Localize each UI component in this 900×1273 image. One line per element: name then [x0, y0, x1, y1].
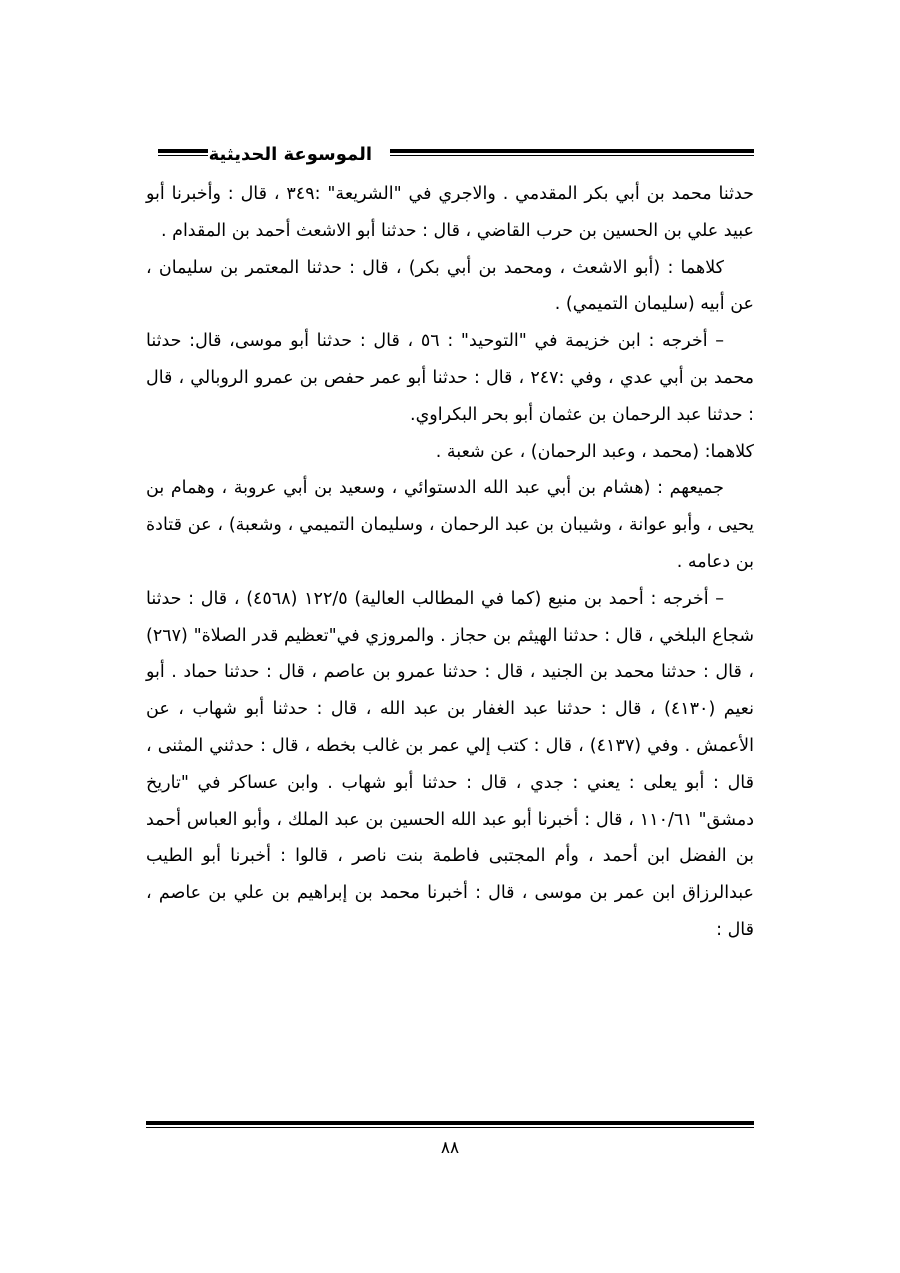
page-header	[146, 140, 754, 170]
paragraph-2: كلاهما : (أبو الاشعث ، ومحمد بن أبي بكر) ، قال : حدثنا المعتمر بن سليمان ، عن أبيه (سليمان التميمي) .	[146, 257, 754, 315]
body-text	[146, 176, 754, 949]
paragraph-6: – أخرجه : أحمد بن منيع (كما في المطالب العالية) ١٢٢/٥ (٤٥٦٨) ، قال : حدثنا شجاع البلخي ، قال : حدثنا الهيثم بن حجاز . والمروزي في"تعظيم قدر الصلاة" (٢٦٧) ، قال : حدثنا محمد بن الجنيد ، قال : حدثنا عمرو بن عاصم ، قال : حدثنا حماد . أبو نعيم (٤١٣٠) ، قال : حدثنا عبد الغفار بن عبد الله ، قال : حدثنا أبو شهاب ، عن الأعمش . وفي (٤١٣٧) ، قال : كتب إلي عمر بن غالب بخطه ، قال : حدثني المثنى ، قال : أبو يعلى : يعني : جدي ، قال : حدثنا أبو شهاب . وابن عساكر في "تاريخ دمشق" ١١٠/٦١ ، قال : أخبرنا أبو عبد الله الحسين بن عبد الملك ، وأبو العباس أحمد بن الفضل ابن أحمد ، وأم المجتبى فاطمة بنت ناصر ، قالوا : أخبرنا أبو الطيب عبدالرزاق ابن عمر بن موسى ، قال : أخبرنا محمد بن إبراهيم بن علي بن عاصم ، قال :	[146, 588, 754, 940]
header-title: الموسوعة الحديثية	[208, 144, 372, 165]
paragraph-1: حدثنا محمد بن أبي بكر المقدمي . والاجري في "الشريعة" :٣٤٩ ، قال : وأخبرنا أبو عبيد علي بن الحسين بن حرب القاضي ، قال : حدثنا أبو الاشعث أحمد بن المقدام .	[146, 184, 754, 241]
paragraph-4: كلاهما: (محمد ، وعبد الرحمان) ، عن شعبة .	[435, 441, 754, 462]
paragraph-3: – أخرجه : ابن خزيمة في "التوحيد" : ٥٦ ، قال : حدثنا أبو موسى، قال: حدثنا محمد بن أبي عدي ، وفي :٢٤٧ ، قال : حدثنا أبو عمر حفص بن عمرو الروبالي ، قال : حدثنا عبد الرحمان بن عثمان أبو بحر البكراوي.	[146, 331, 754, 425]
header-rule-right	[390, 149, 754, 156]
page-number: ٨٨	[440, 1138, 460, 1158]
footer-rule	[146, 1121, 754, 1128]
header-rule-left	[158, 149, 208, 156]
paragraph-5: جميعهم : (هشام بن أبي عبد الله الدستوائي ، وسعيد بن أبي عروبة ، وهمام بن يحيى ، وأبو عوانة ، وشيبان بن عبد الرحمان ، وسليمان التميمي ، وشعبة) ، عن قتادة بن دعامه .	[146, 478, 754, 572]
